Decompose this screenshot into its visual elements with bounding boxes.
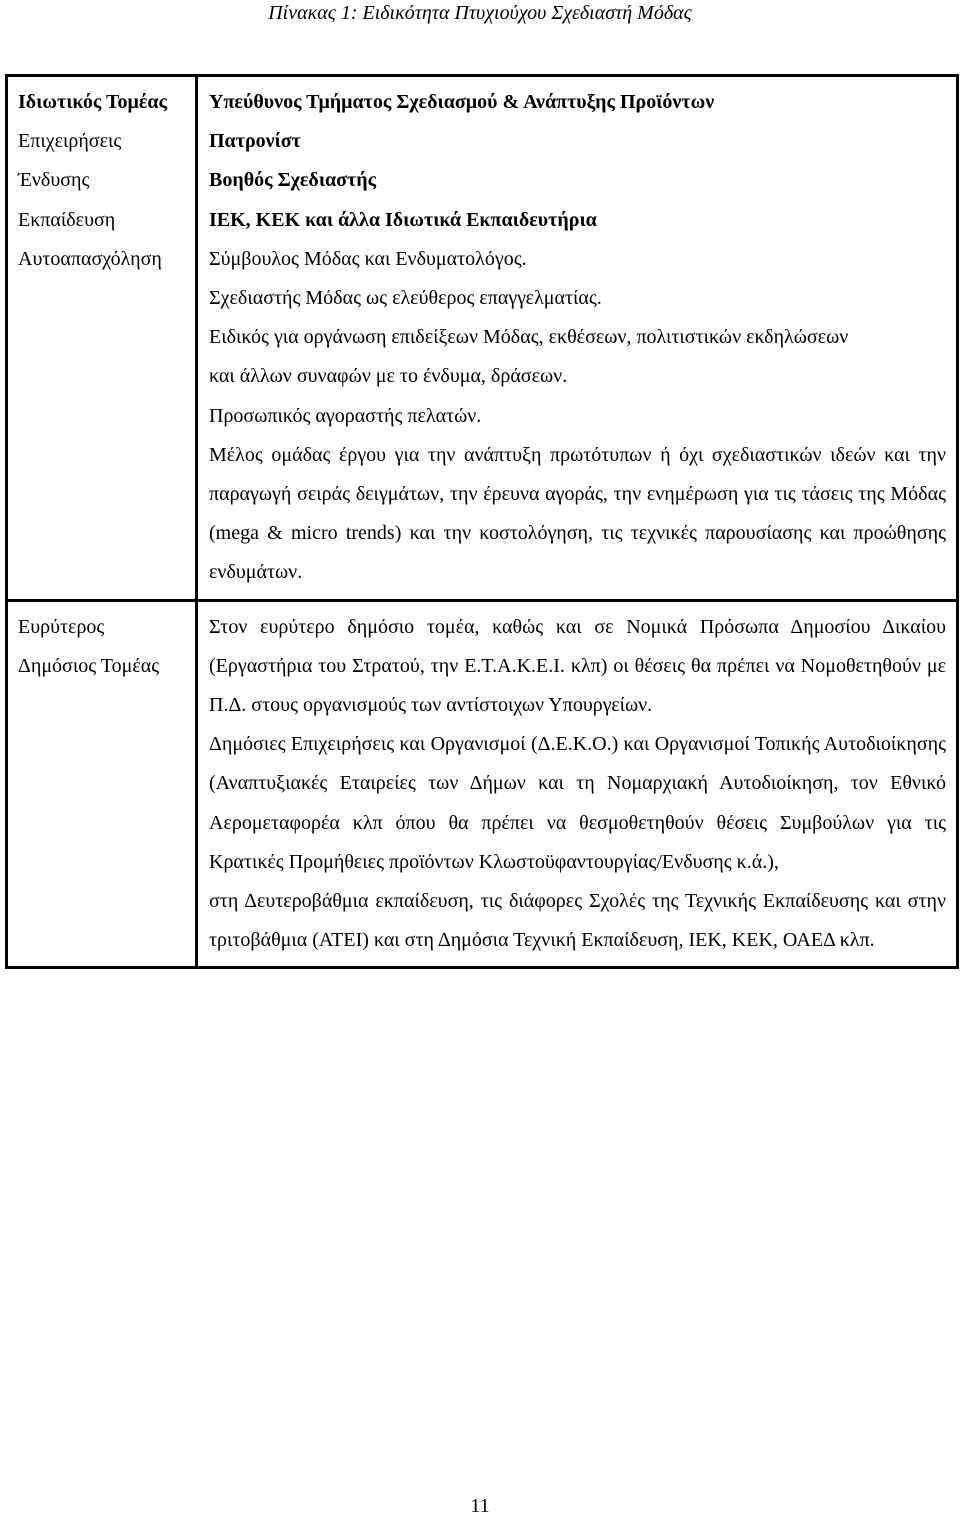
positions-cell (197, 600, 958, 968)
position-item: Υπεύθυνος Τμήματος Σχεδιασμού & Ανάπτυξης Προϊόντων (209, 91, 715, 113)
position-item: Πατρονίστ (209, 130, 301, 153)
sector-label: Αυτοαπασχόληση (18, 247, 162, 270)
position-item: Βοηθός Σχεδιαστής (209, 169, 377, 192)
position-paragraph: Στον ευρύτερο δημόσιο τομέα, καθώς και σε Νομικά Πρόσωπα Δημοσίου Δικαίου (Εργαστήρια του Στρατού, την Ε.Τ.Α.Κ.Ε.Ι. κλπ) οι θέσεις θα πρέπει να Νομοθετηθούν με Π.Δ. στους οργανισμούς των αντίστοιχων Υπουργείων. (209, 615, 946, 717)
sector-label: Ιδιωτικός Τομέας (18, 91, 168, 113)
table-row (7, 76, 958, 601)
sector-label: Ευρύτερος (18, 615, 105, 638)
positions-cell (197, 76, 958, 601)
position-paragraph: Μέλος ομάδας έργου για την ανάπτυξη πρωτότυπων ή όχι σχεδιαστικών ιδεών και την παραγωγή σειράς δειγμάτων, την έρευνα αγοράς, την ενημέρωση για τις τάσεις της Μόδας (mega & micro trends) και την κοστολόγηση, τις τεχνικές παρουσίασης και προώθησης ενδυμάτων. (209, 443, 946, 584)
employment-table (5, 74, 959, 969)
position-item: ΙΕΚ, ΚΕΚ και άλλα Ιδιωτικά Εκπαιδευτήρια (209, 208, 597, 231)
sector-cell (7, 76, 197, 601)
page-number: 11 (470, 1495, 490, 1517)
table-caption: Πίνακας 1: Ειδικότητα Πτυχιούχου Σχεδιαστή Μόδας (268, 2, 692, 24)
position-item: Προσωπικός αγοραστής πελατών. (209, 404, 482, 427)
position-item: Ειδικός για οργάνωση επιδείξεων Μόδας, εκθέσεων, πολιτιστικών εκδηλώσεων (209, 326, 849, 349)
position-paragraph: Δημόσιες Επιχειρήσεις και Οργανισμοί (Δ.Ε.Κ.Ο.) και Οργανισμοί Τοπικής Αυτοδιοίκησης (Αναπτυξιακές Εταιρείες των Δήμων και τη Νομαρχιακή Αυτοδιοίκηση, τον Εθνικό Αερομεταφορέα κλπ όπου θα πρέπει να θεσμοθετηθούν θέσεις Συμβούλων για τις Κρατικές Προμήθειες προϊόντων Κλωστοϋφαντουργίας/Ενδυσης κ.ά.), (209, 733, 946, 873)
position-item: και άλλων συναφών με το ένδυμα, δράσεων. (209, 365, 568, 388)
position-item: Σύμβουλος Μόδας και Ενδυματολόγος. (209, 247, 527, 270)
position-item: Σχεδιαστής Μόδας ως ελεύθερος επαγγελματίας. (209, 287, 602, 310)
sector-label: Εκπαίδευση (18, 208, 116, 231)
sector-label: Δημόσιος Τομέας (18, 654, 160, 677)
sector-cell (7, 600, 197, 968)
sector-label: Επιχειρήσεις (18, 130, 122, 153)
position-paragraph: στη Δευτεροβάθμια εκπαίδευση, τις διάφορες Σχολές της Τεχνικής Εκπαίδευσης και στην τριτοβάθμια (ΑΤΕΙ) και στη Δημόσια Τεχνική Εκπαίδευση, ΙΕΚ, ΚΕΚ, ΟΑΕΔ κλπ. (209, 890, 946, 952)
table-row (7, 600, 958, 968)
sector-label: Ένδυσης (18, 169, 90, 192)
